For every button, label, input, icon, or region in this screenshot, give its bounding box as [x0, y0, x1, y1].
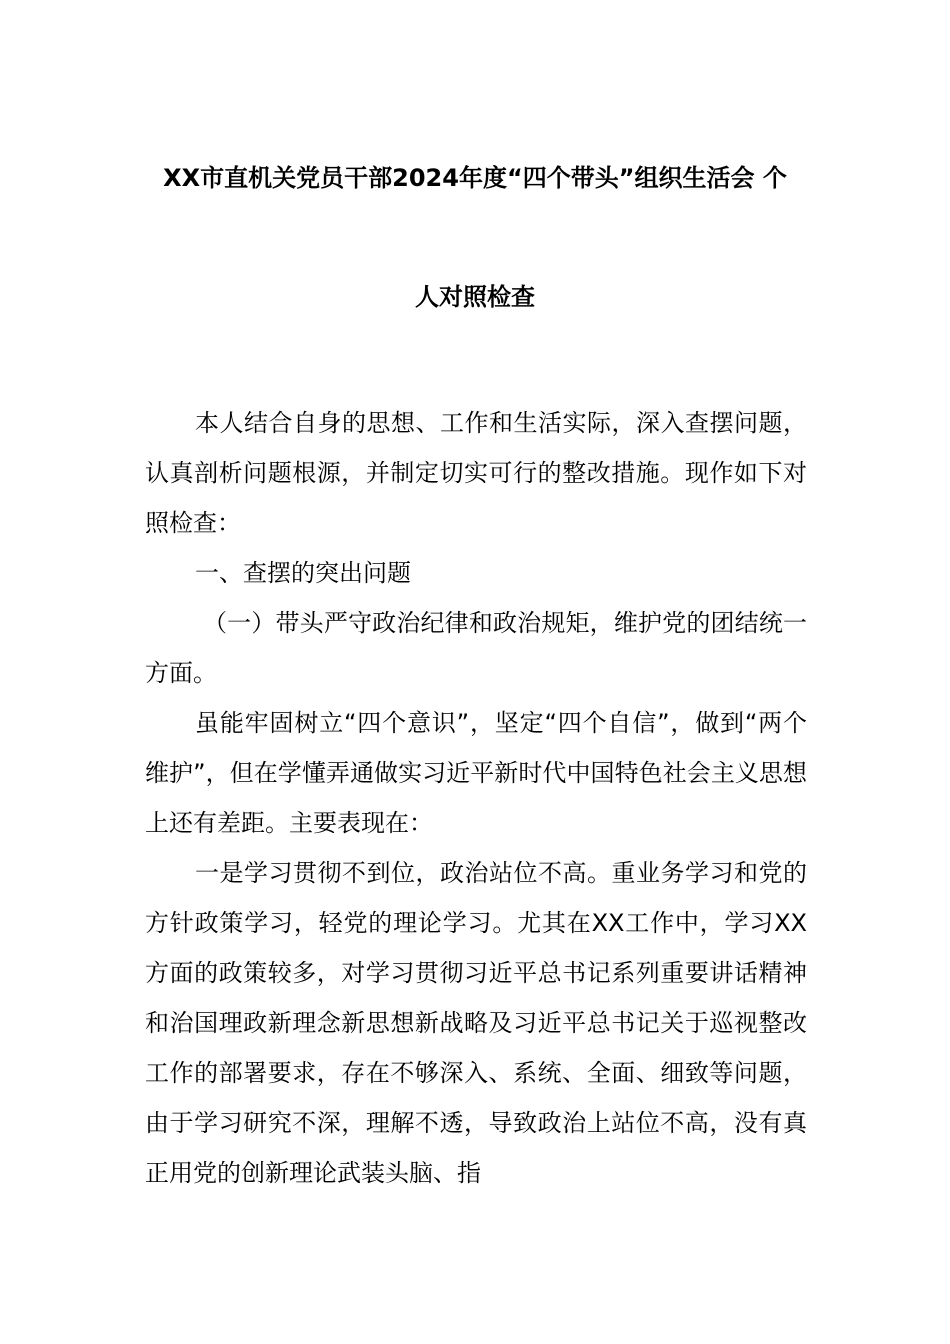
- document-body: [145, 398, 807, 1198]
- document-title-line-1: XX市直机关党员干部2024年度“四个带头”组织生活会 个: [163, 164, 787, 192]
- summary-paragraph: 虽能牢固树立“四个意识”，坚定“四个自信”，做到“两个维护”，但在学懂弄通做实习近平新时代中国特色社会主义思想上还有差距。主要表现在：: [145, 709, 807, 837]
- intro-paragraph: 本人结合自身的思想、工作和生活实际，深入查摆问题，认真剖析问题根源，并制定切实可行的整改措施。现作如下对照检查：: [145, 409, 807, 537]
- subsection-heading: （一）带头严守政治纪律和政治规矩，维护党的团结统一方面。: [145, 609, 807, 687]
- document-title-line-2: 人对照检查: [415, 283, 535, 311]
- section-heading: 一、查摆的突出问题: [195, 559, 411, 587]
- detail-paragraph: 一是学习贯彻不到位，政治站位不高。重业务学习和党的方针政策学习，轻党的理论学习。尤其在XX工作中，学习XX方面的政策较多，对学习贯彻习近平总书记系列重要讲话精神和治国理政新理念新思想新战略及习近平总书记关于巡视整改工作的部署要求，存在不够深入、系统、全面、细致等问题，由于学习研究不深，理解不透，导致政治上站位不高，没有真正用党的创新理论武装头脑、指: [145, 859, 807, 1187]
